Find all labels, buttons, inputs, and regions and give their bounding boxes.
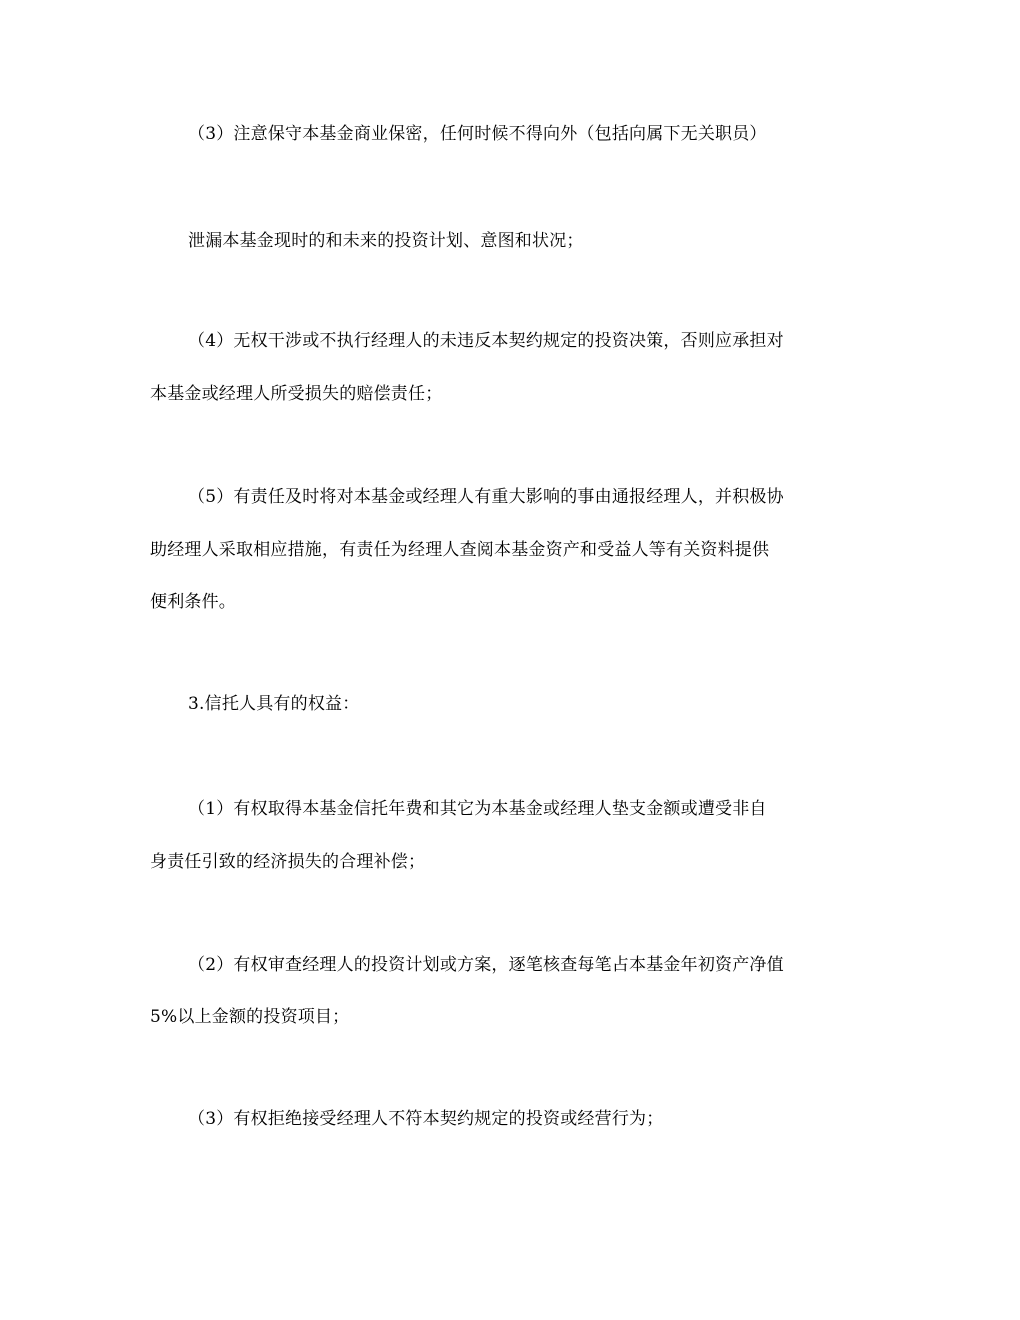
clause-5-line-1: （5）有责任及时将对本基金或经理人有重大影响的事由通报经理人，并积极协 bbox=[188, 487, 784, 507]
right-1-line-1: （1）有权取得本基金信托年费和其它为本基金或经理人垫支金额或遭受非自 bbox=[188, 799, 767, 819]
clause-5-line-3: 便利条件。 bbox=[150, 592, 236, 612]
right-2-line-2: 5%以上金额的投资项目； bbox=[150, 1007, 350, 1027]
clause-3-line-2: 泄漏本基金现时的和未来的投资计划、意图和状况； bbox=[188, 231, 584, 251]
section-3-heading: 3.信托人具有的权益： bbox=[188, 694, 360, 714]
clause-4-line-1: （4）无权干涉或不执行经理人的未违反本契约规定的投资决策，否则应承担对 bbox=[188, 331, 784, 351]
right-1-line-2: 身责任引致的经济损失的合理补偿； bbox=[150, 852, 426, 872]
clause-3-line-1: （3）注意保守本基金商业保密，任何时候不得向外（包括向属下无关职员） bbox=[188, 124, 767, 144]
clause-5-line-2: 助经理人采取相应措施，有责任为经理人查阅本基金资产和受益人等有关资料提供 bbox=[150, 540, 770, 560]
right-2-line-1: （2）有权审查经理人的投资计划或方案，逐笔核查每笔占本基金年初资产净值 bbox=[188, 955, 784, 975]
clause-4-line-2: 本基金或经理人所受损失的赔偿责任； bbox=[150, 384, 443, 404]
right-3-line-1: （3）有权拒绝接受经理人不符本契约规定的投资或经营行为； bbox=[188, 1109, 664, 1129]
